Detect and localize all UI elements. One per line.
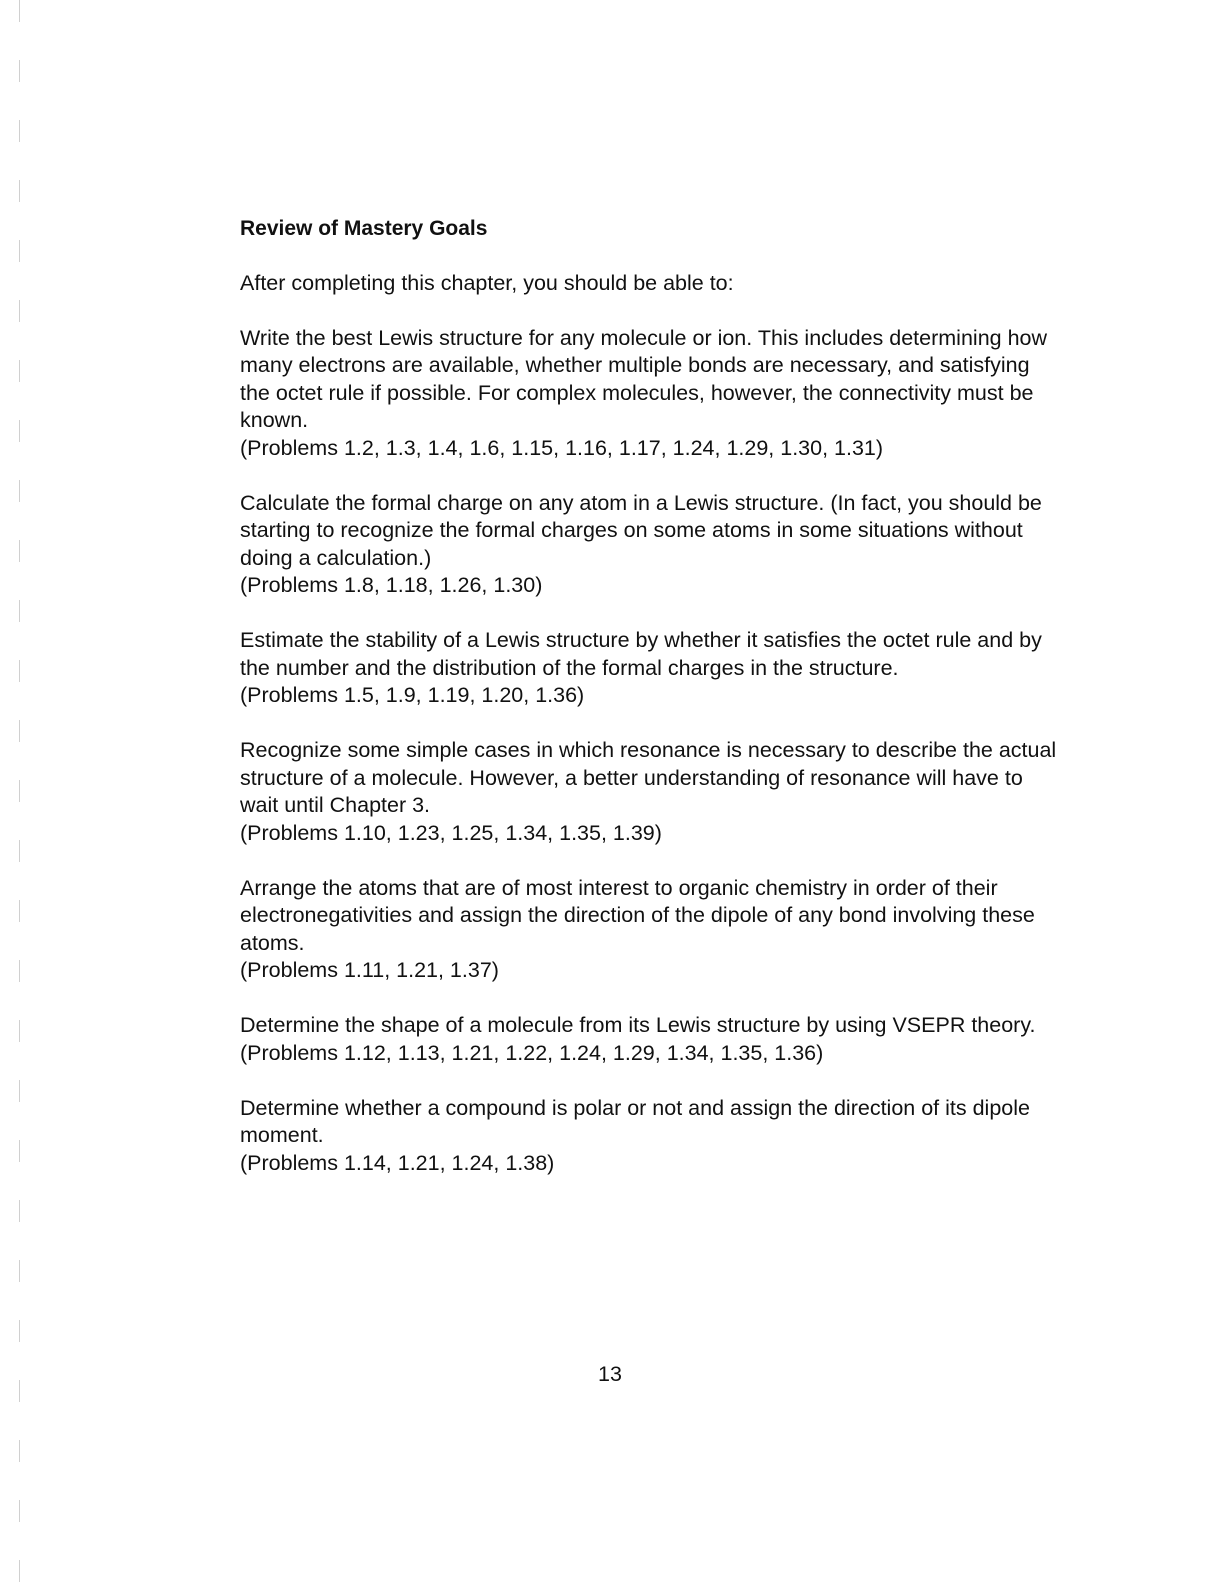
page-number: 13	[598, 1362, 622, 1386]
goal-text: Determine the shape of a molecule from its Lewis structure by using VSEPR theory.	[240, 1013, 1036, 1037]
goal-text: Determine whether a compound is polar or not and assign the direction of its dipole moment.	[240, 1095, 1030, 1147]
section-heading: Review of Mastery Goals	[240, 217, 488, 240]
mastery-goal	[240, 325, 1060, 463]
mastery-goal	[240, 1095, 1060, 1178]
goal-problems: (Problems 1.8, 1.18, 1.26, 1.30)	[240, 573, 543, 597]
goal-text: Arrange the atoms that are of most interest to organic chemistry in order of their electronegativities and assign the direction of the dipole of any bond involving these atoms.	[240, 875, 1035, 955]
mastery-goal	[240, 1012, 1060, 1067]
goal-problems: (Problems 1.12, 1.13, 1.21, 1.22, 1.24, 1.29, 1.34, 1.35, 1.36)	[240, 1040, 824, 1065]
goal-text: Recognize some simple cases in which resonance is necessary to describe the actual structure of a molecule. However, a better understanding of resonance will have to wait until Chapter 3.	[240, 738, 1057, 817]
goal-text: Write the best Lewis structure for any molecule or ion. This includes determining how many electrons are available, whether multiple bonds are necessary, and satisfying the octet rule if possible. For complex molecules, however, the connectivity must be known.	[240, 325, 1048, 432]
mastery-goal	[240, 490, 1060, 600]
goal-problems: (Problems 1.5, 1.9, 1.19, 1.20, 1.36)	[240, 683, 585, 707]
goal-problems: (Problems 1.10, 1.23, 1.25, 1.34, 1.35, 1.39)	[240, 820, 662, 845]
document-body	[240, 215, 1060, 1205]
mastery-goal	[240, 737, 1060, 847]
mastery-goal	[240, 875, 1060, 985]
goal-text: Calculate the formal charge on any atom in a Lewis structure. (In fact, you should be starting to recognize the formal charges on some atoms in some situations without doing a calculation.)	[240, 490, 1042, 570]
intro-text: After completing this chapter, you should be able to:	[240, 271, 734, 295]
mastery-goal	[240, 627, 1060, 710]
scan-edge-mark	[19, 0, 20, 1582]
goal-problems: (Problems 1.11, 1.21, 1.37)	[240, 958, 499, 982]
goal-text: Estimate the stability of a Lewis structure by whether it satisfies the octet rule and by the number and the distribution of the formal charges in the structure.	[240, 628, 1042, 680]
goal-problems: (Problems 1.14, 1.21, 1.24, 1.38)	[240, 1150, 555, 1175]
goal-problems: (Problems 1.2, 1.3, 1.4, 1.6, 1.15, 1.16, 1.17, 1.24, 1.29, 1.30, 1.31)	[240, 435, 884, 460]
